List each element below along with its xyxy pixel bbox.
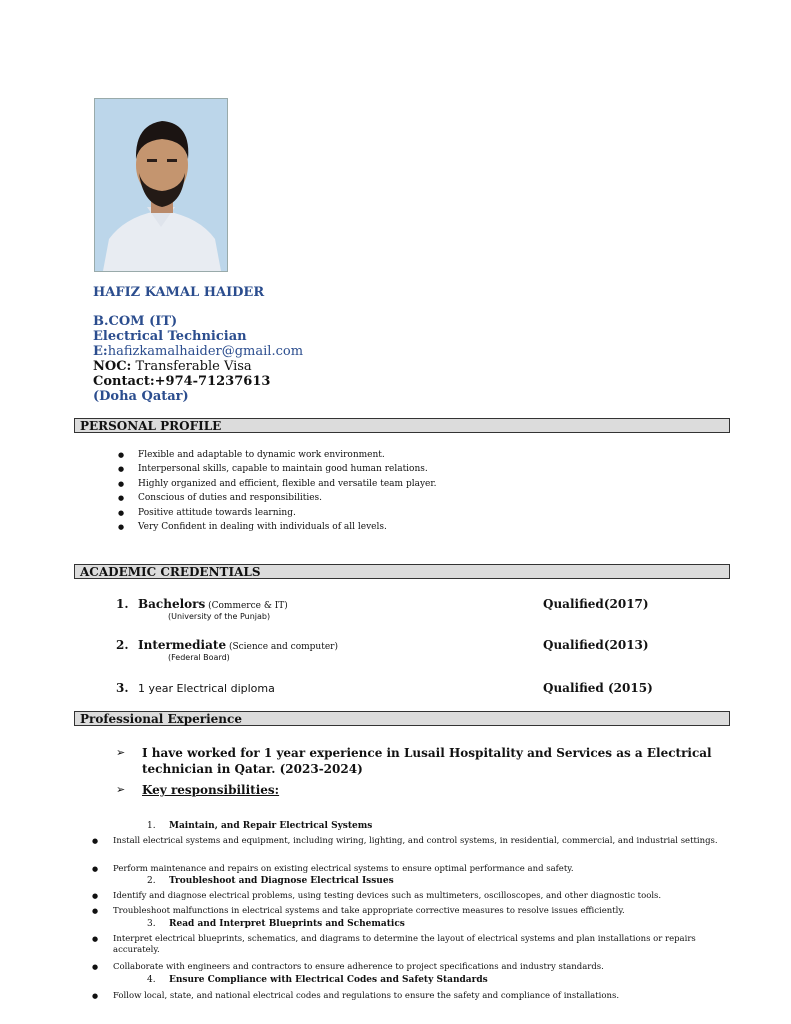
- item-number: 2.: [116, 638, 129, 652]
- list-item: ● Very Confident in dealing with individuals of all levels.: [118, 520, 437, 534]
- heading-title: Maintain, and Repair Electrical Systems: [169, 821, 373, 831]
- job-title: Electrical Technician: [93, 329, 247, 344]
- section-heading-professional-experience: Professional Experience: [74, 711, 730, 726]
- item-institution: (Federal Board): [168, 653, 230, 662]
- item-status: Qualified(2017): [543, 597, 649, 611]
- academic-item: [116, 681, 676, 695]
- list-item: ● Interpersonal skills, capable to maintain good human relations.: [118, 462, 437, 476]
- experience-summary: [116, 745, 716, 777]
- responsibility-heading: [147, 821, 372, 831]
- candidate-name: HAFIZ KAMAL HAIDER: [93, 285, 265, 300]
- heading-number: 1.: [147, 821, 156, 831]
- heading-title: Ensure Compliance with Electrical Codes and Safety Standards: [169, 975, 488, 985]
- bullet-icon: ●: [92, 907, 99, 915]
- item-title: 1 year Electrical diploma: [138, 682, 275, 695]
- list-item: ● Perform maintenance and repairs on existing electrical systems to ensure optimal performance and safety.: [92, 864, 574, 874]
- list-item: ● Highly organized and efficient, flexible and versatile team player.: [118, 477, 437, 491]
- noc-line: [93, 359, 303, 374]
- experience-summary-text: I have worked for 1 year experience in Lusail Hospitality and Services as a Electrical technician in Qatar. (2023-2024): [142, 746, 712, 776]
- contact-line: [93, 374, 303, 389]
- heading-number: 4.: [147, 975, 156, 985]
- item-status: Qualified(2013): [543, 638, 649, 652]
- bullet-icon: ●: [92, 935, 99, 943]
- profile-list: [118, 448, 437, 534]
- item-title: Intermediate: [138, 638, 227, 652]
- email-address[interactable]: hafizkamalhaider@gmail.com: [107, 344, 304, 359]
- section-heading-academic-credentials: ACADEMIC CREDENTIALS: [74, 564, 730, 579]
- list-item: ● Interpret electrical blueprints, schematics, and diagrams to determine the layout of electrical systems and plan installations or repairs accurately.: [92, 934, 696, 955]
- key-responsibilities-label: Key responsibilities:: [142, 783, 280, 797]
- noc-label: NOC:: [93, 359, 132, 374]
- bullet-icon: ●: [92, 892, 99, 900]
- item-detail: (Commerce & IT): [205, 601, 288, 611]
- item-number: 1.: [116, 597, 129, 611]
- bullet-icon: ●: [92, 865, 99, 873]
- item-title: Bachelors: [138, 597, 206, 611]
- bullet-icon: ●: [92, 992, 99, 1000]
- section-heading-personal-profile: PERSONAL PROFILE: [74, 418, 730, 433]
- email-line: [93, 344, 303, 359]
- profile-photo: [94, 98, 228, 272]
- contact-number: +974-71237613: [154, 374, 271, 389]
- item-institution: (University of the Punjab): [168, 612, 271, 621]
- degree: B.COM (IT): [93, 314, 178, 329]
- bullet-icon: ●: [92, 837, 99, 845]
- list-item: ● Positive attitude towards learning.: [118, 506, 437, 520]
- heading-title: Troubleshoot and Diagnose Electrical Issues: [169, 876, 394, 886]
- list-item: ● Identify and diagnose electrical problems, using testing devices such as multimeters, oscilloscopes, and other diagnostic tools.: [92, 891, 662, 901]
- list-item: ● Troubleshoot malfunctions in electrical systems and take appropriate corrective measures to resolve issues efficiently.: [92, 906, 625, 916]
- person-portrait-icon: [95, 99, 227, 271]
- item-number: 3.: [116, 681, 129, 695]
- email-label: E:: [93, 344, 108, 359]
- list-item: ● Conscious of duties and responsibilities.: [118, 491, 437, 505]
- list-item: ● Follow local, state, and national electrical codes and regulations to ensure the safety and compliance of installations.: [92, 991, 620, 1001]
- academic-item: [116, 597, 676, 621]
- list-item: ● Collaborate with engineers and contractors to ensure adherence to project specifications and industry standards.: [92, 962, 604, 972]
- contact-label: Contact:: [93, 374, 155, 389]
- responsibility-heading: [147, 919, 405, 929]
- responsibility-heading: [147, 975, 488, 985]
- heading-number: 3.: [147, 919, 156, 929]
- arrow-bullet-icon: ➢: [116, 746, 126, 759]
- contact-block: [93, 285, 303, 404]
- noc-value: Transferable Visa: [131, 359, 252, 374]
- item-detail: (Science and computer): [226, 642, 338, 652]
- responsibility-heading: [147, 876, 394, 886]
- bullet-icon: ●: [92, 963, 99, 971]
- location: (Doha Qatar): [93, 389, 189, 404]
- heading-number: 2.: [147, 876, 156, 886]
- arrow-bullet-icon: ➢: [116, 783, 126, 796]
- item-status: Qualified (2015): [543, 681, 653, 695]
- list-item: ● Flexible and adaptable to dynamic work environment.: [118, 448, 437, 462]
- academic-item: [116, 638, 676, 662]
- key-responsibilities: [116, 782, 716, 798]
- list-item: ● Install electrical systems and equipment, including wiring, lighting, and control systems, in residential, commercial, and industrial settings.: [92, 836, 718, 846]
- heading-title: Read and Interpret Blueprints and Schematics: [169, 919, 405, 929]
